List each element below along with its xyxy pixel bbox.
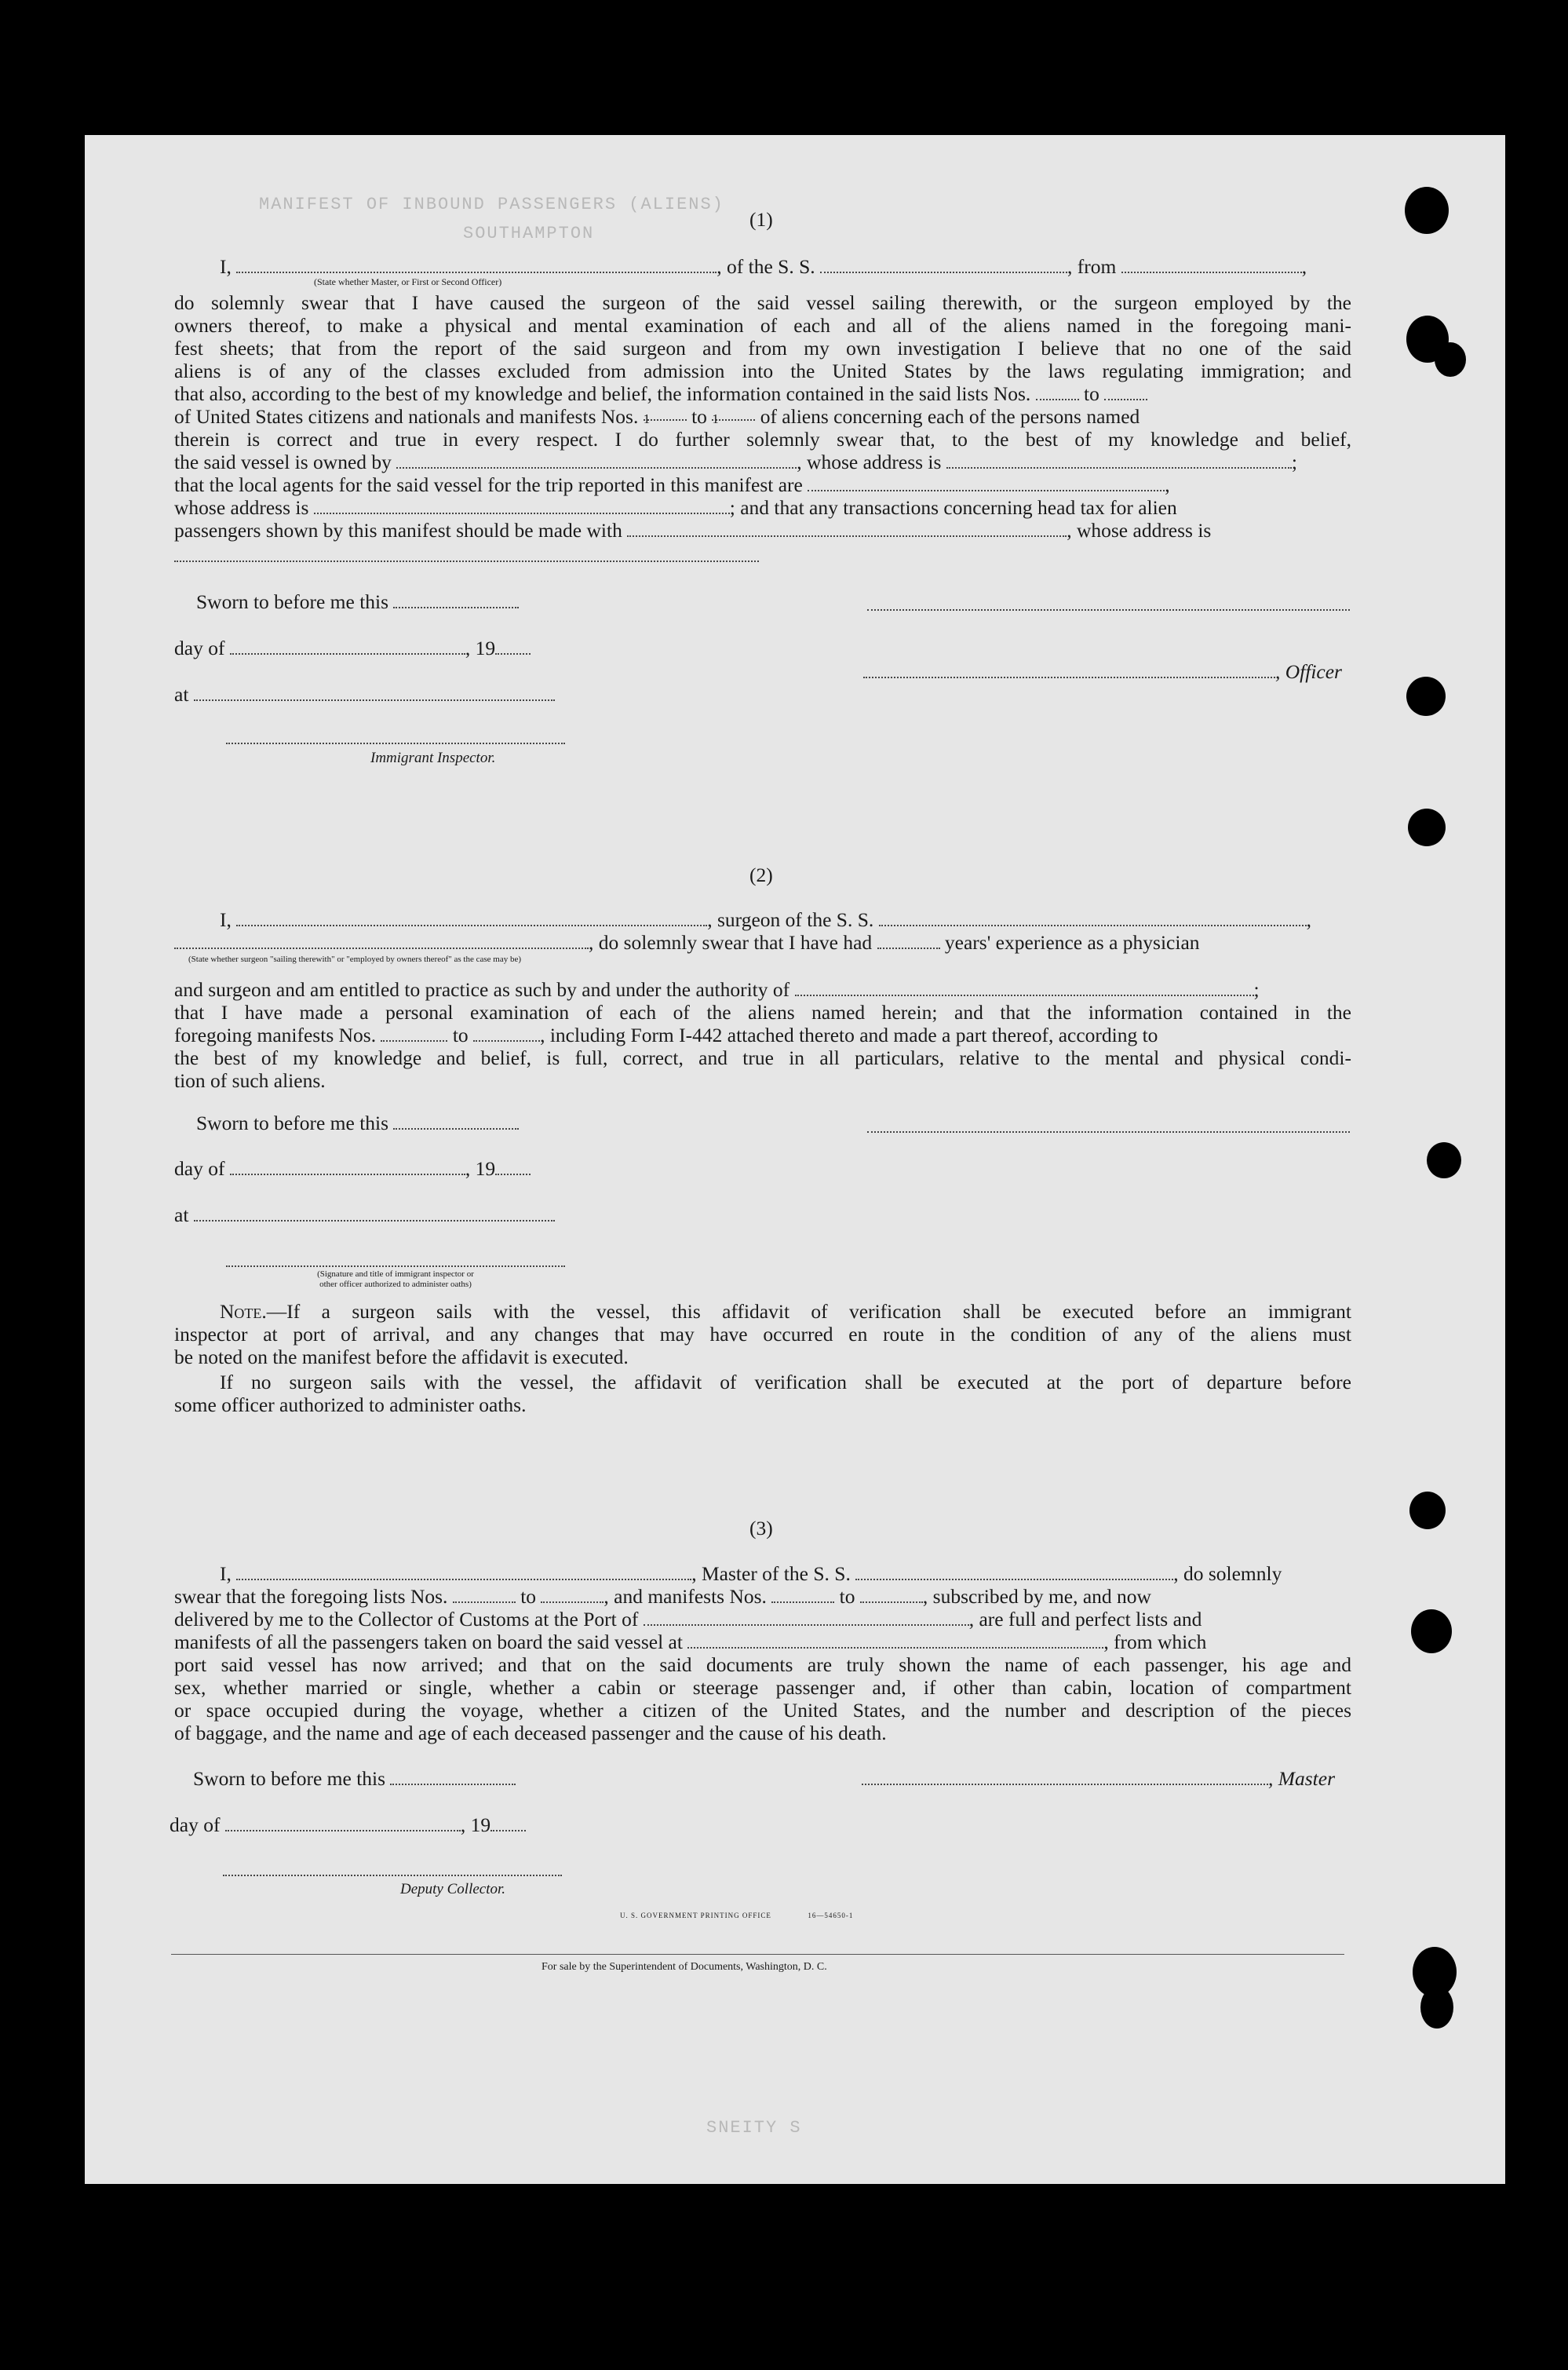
sec3-lists-to-field[interactable] [541,1587,603,1603]
sec2-experience-line: , do solemnly swear that I have had years' experience as a physician [174,931,1200,954]
sec1-manifests-line: of United States citizens and nationals and manifests Nos. 1 to 1 of aliens concerning each of the persons named [174,405,1140,428]
sec3-deputy-label: Deputy Collector. [400,1881,506,1897]
sec2-year-field[interactable] [495,1159,531,1175]
sec2-manifests-to-field[interactable] [473,1026,540,1042]
sec1-agent-address-field[interactable] [314,498,730,514]
section-3-number: (3) [749,1517,773,1539]
sec1-manifests-from-field[interactable]: 1 [644,405,687,421]
sec2-authority-line: and surgeon and am entitled to practice as such by and under the authority of ; [174,978,1260,1001]
sec2-exam-line: that I have made a personal examination of each of the aliens named herein; and that the information contained in the [174,1001,1351,1024]
sec1-from-port-field[interactable] [1121,257,1302,273]
sec2-day-of: day of , 19 [174,1157,531,1180]
section-1-number: (1) [749,208,773,231]
sec1-head-tax-contact-field[interactable] [627,521,1067,537]
sec3-manifests-line: manifests of all the passengers taken on board the said vessel at , from which [174,1631,1207,1653]
sec2-authority-field[interactable] [795,981,1254,996]
sec1-year-field[interactable] [495,639,531,655]
footer-rule [171,1954,1344,1955]
sec1-vessel-field[interactable] [820,257,1067,273]
sec1-lists-to-field[interactable] [1104,385,1147,400]
sec2-day-field[interactable] [230,1159,465,1175]
sec2-at-field[interactable] [194,1206,555,1222]
sec3-year-field[interactable] [490,1816,526,1831]
sec3-manifests-to-field[interactable] [860,1587,923,1603]
sec1-officer-title-field[interactable] [863,663,1275,678]
sec2-inspector-signature-line[interactable] [226,1265,565,1267]
sec1-agents-line: that the local agents for the said vessel for the trip reported in this manifest are , [174,473,1170,496]
sec3-oath-opening: I, , Master of the S. S. , do solemnly [220,1562,1282,1585]
sec3-manifests-from-field[interactable] [771,1587,834,1603]
sec3-master-signature-field[interactable] [862,1769,1268,1785]
sec3-vessel-field[interactable] [855,1565,1173,1580]
sec1-sworn: Sworn to before me this [196,590,519,613]
punch-hole [1408,809,1446,846]
sec1-lists-line: that also, according to the best of my knowledge and belief, the information contained in the said lists Nos. to [174,382,1147,405]
sec1-at-field[interactable] [194,685,555,701]
sec2-sworn: Sworn to before me this [196,1112,519,1134]
sec1-contact-address-line [174,561,759,562]
sec1-day-of: day of , 19 [174,637,531,659]
sec2-manifests-from-field[interactable] [381,1026,447,1042]
sec3-departure-port-field[interactable] [687,1633,1103,1649]
sec2-surgeon-status-field[interactable] [174,933,589,949]
sec3-sworn: Sworn to before me this [193,1767,516,1790]
sec1-officer-name-field[interactable] [236,257,717,273]
sec1-passengers-line: passengers shown by this manifest should be made with , whose address is [174,519,1212,542]
punch-hole [1427,1142,1461,1178]
punch-hole [1406,677,1446,716]
sec1-at: at [174,683,555,706]
sec1-owner-line: the said vessel is owned by , whose address is ; [174,451,1297,473]
punch-hole [1435,342,1466,377]
sec2-end-line: tion of such aliens. [174,1069,326,1092]
sec3-master-name-field[interactable] [236,1565,691,1580]
sec1-manifests-to-field[interactable]: 1 [712,405,755,421]
sec1-lists-from-field[interactable] [1036,385,1079,400]
punch-hole [1420,1986,1453,2029]
sec1-inspector-label: Immigrant Inspector. [370,750,496,766]
sec2-vessel-field[interactable] [879,911,1307,926]
sec2-sworn-date-field[interactable] [393,1114,519,1130]
sec2-note-2: If no surgeon sails with the vessel, the affidavit of verification shall be executed at the port of departure before some officer authorized to administer oaths. [174,1371,1351,1416]
sec1-oath-opening: I, , of the S. S. , from , [220,255,1307,278]
punch-hole [1411,1609,1452,1653]
printing-office-line: U. S. GOVERNMENT PRINTING OFFICE 16—54650-1 [620,1912,854,1919]
sec1-correct-line: therein is correct and true in every respect. I do further solemnly swear that, to the best of my knowledge and belief, [174,428,1351,451]
sec3-sworn-date-field[interactable] [390,1769,516,1785]
sec2-surgeon-note: (State whether surgeon "sailing therewith" or "employed by owners thereof" as the case may be) [188,955,522,964]
sec3-deputy-signature-line[interactable] [223,1875,562,1876]
sec2-surgeon-signature-line[interactable] [867,1131,1350,1133]
sec3-oath-body: port said vessel has now arrived; and that on the said documents are truly shown the name of each passenger, his age and sex, whether married or single, whether a cabin or steerage passenger and, if other than cabin, location of compartment or space occupied during the voyage, whether a citizen of the United States, and the number and description of the pieces of baggage, and the name and age of each deceased passenger and the cause of his death. [174,1653,1351,1744]
sec2-manifests-line: foregoing manifests Nos. to , including Form I-442 attached thereto and made a part thereof, according to [174,1024,1158,1046]
sec2-best-line: the best of my knowledge and belief, is full, correct, and true in all particulars, relative to the mental and physical condi- [174,1046,1351,1069]
sec1-sworn-date-field[interactable] [393,593,519,608]
for-sale-line: For sale by the Superintendent of Documents, Washington, D. C. [542,1961,827,1973]
sec1-officer-line: , Officer [863,660,1342,683]
bleed-through-text: SNEITY S [706,2118,802,2138]
sec1-agents-field[interactable] [808,476,1165,491]
punch-hole [1409,1492,1446,1529]
sec2-signature-note: (Signature and title of immigrant inspector or other officer authorized to administer oaths) [317,1269,474,1289]
sec1-day-field[interactable] [230,639,465,655]
punch-hole [1405,187,1449,234]
sec2-note: Note.—If a surgeon sails with the vessel, this affidavit of verification shall be executed before an immigrant inspector at port of arrival, and any changes that may have occurred en route in the condition of any of the aliens must be noted on the manifest before the affidavit is executed. [174,1300,1351,1368]
sec3-lists-line: swear that the foregoing lists Nos. to , and manifests Nos. to , subscribed by me, and now [174,1585,1151,1608]
sec3-master-line: , Master [862,1767,1335,1790]
sec3-delivered-line: delivered by me to the Collector of Customs at the Port of , are full and perfect lists and [174,1608,1202,1631]
bleed-through-text: MANIFEST OF INBOUND PASSENGERS (ALIENS) [259,195,724,214]
sec3-port-field[interactable] [644,1610,969,1626]
section-2-number: (2) [749,864,773,886]
sec1-officer-signature-line[interactable] [867,609,1350,611]
sec2-at: at [174,1203,555,1226]
sec2-oath-opening: I, , surgeon of the S. S. , [220,908,1312,931]
sec1-inspector-signature-line[interactable] [226,743,565,744]
sec1-officer-note: (State whether Master, or First or Second Officer) [314,276,502,287]
bleed-through-text: SOUTHAMPTON [463,224,595,243]
sec3-lists-from-field[interactable] [453,1587,516,1603]
sec1-oath-body: do solemnly swear that I have caused the surgeon of the said vessel sailing therewith, or the surgeon employed by the owners thereof, to make a physical and mental examination of each and all of the aliens named in the foregoing mani- fest sheets; that from the report of the said surgeon and from my own investigation I believe that no one of the said aliens is of any of the classes excluded from admission into the United States by the laws regulating immigration; and [174,291,1351,382]
sec2-surgeon-name-field[interactable] [236,911,707,926]
sec1-owner-field[interactable] [396,453,797,469]
sec1-owner-address-field[interactable] [946,453,1292,469]
sec3-day-field[interactable] [225,1816,461,1831]
sec3-day-of: day of , 19 [170,1813,526,1836]
sec2-years-field[interactable] [877,933,940,949]
sec1-agent-address-line: whose address is ; and that any transactions concerning head tax for alien [174,496,1177,519]
